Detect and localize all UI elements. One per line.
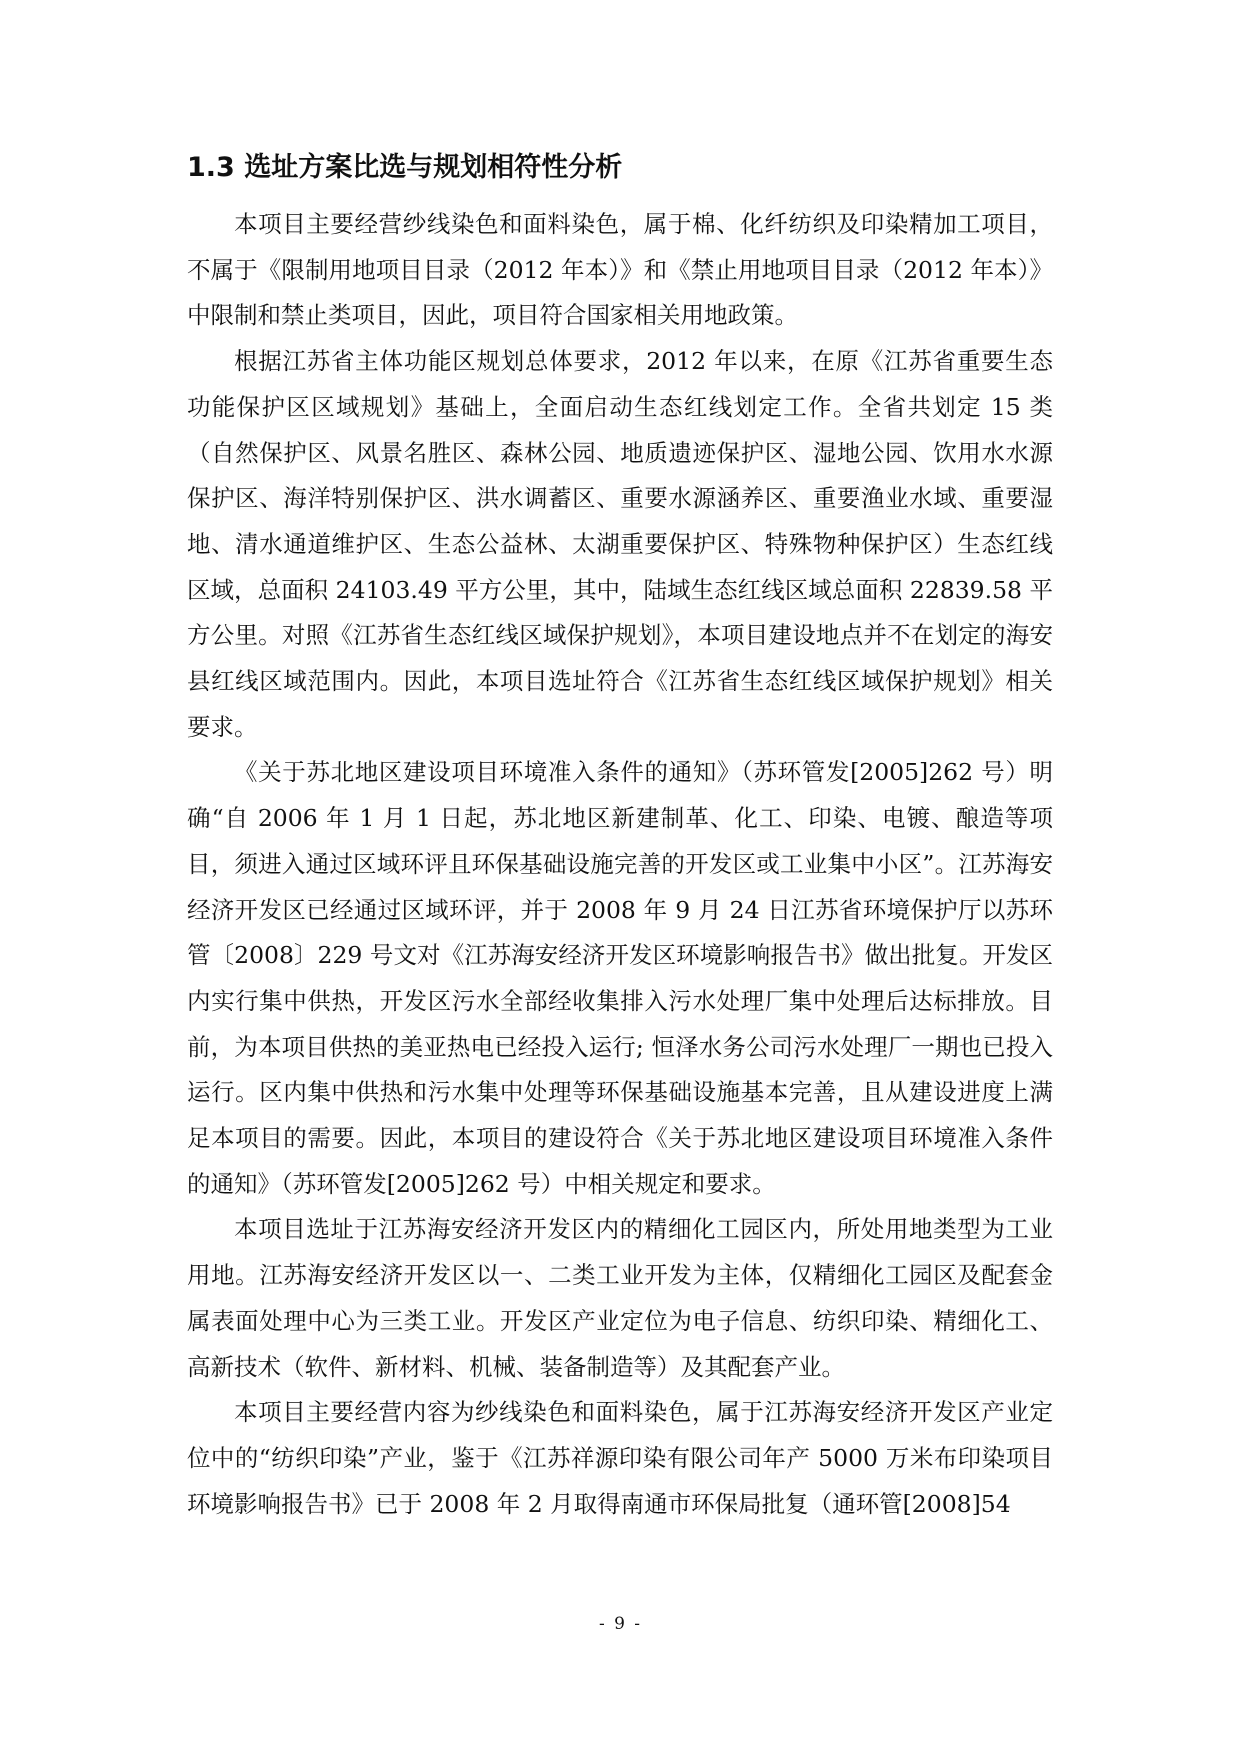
paragraph-site-location: 本项目选址于江苏海安经济开发区内的精细化工园区内，所处用地类型为工业用地。江苏海安经济开发区以一、二类工业开发为主体，仅精细化工园区及配套金属表面处理中心为三类工业。开发区产业定位为电子信息、纺织印染、精细化工、高新技术（软件、新材料、机械、装备制造等）及其配套产业。 bbox=[187, 1215, 1053, 1381]
paragraph-ecological-redline: 根据江苏省主体功能区规划总体要求，2012 年以来，在原《江苏省重要生态功能保护区区域规划》基础上，全面启动生态红线划定工作。全省共划定 15 类（自然保护区、风景名胜区、森林公园、地质遗迹保护区、湿地公园、饮用水水源保护区、海洋特别保护区、洪水调蓄区、重要水源涵养区、重要渔业水域、重要湿地、清水通道维护区、生态公益林、太湖重要保护区、特殊物种保护区）生态红线区域，总面积 24103.49 平方公里，其中，陆域生态红线区域总面积 22839.58 平方公里。对照《江苏省生态红线区域保护规划》，本项目建设地点并不在划定的海安县红线区域范围内。因此，本项目选址符合《江苏省生态红线区域保护规划》相关要求。 bbox=[187, 347, 1053, 741]
section-heading: 1.3 选址方案比选与规划相符性分析 bbox=[187, 152, 623, 183]
paragraph-land-policy: 本项目主要经营纱线染色和面料染色，属于棉、化纤纺织及印染精加工项目，不属于《限制用地项目目录（2012 年本）》和《禁止用地项目目录（2012 年本）》中限制和禁止类项目，因此，项目符合国家相关用地政策。 bbox=[187, 210, 1053, 330]
body-text bbox=[187, 202, 1053, 1527]
paragraph-access-conditions: 《关于苏北地区建设项目环境准入条件的通知》（苏环管发[2005]262 号）明确“自 2006 年 1 月 1 日起，苏北地区新建制革、化工、印染、电镀、酿造等项目，须进入通过区域环评且环保基础设施完善的开发区或工业集中小区”。江苏海安经济开发区已经通过区域环评，并于 2008 年 9 月 24 日江苏省环境保护厅以苏环管〔2008〕229 号文对《江苏海安经济开发区环境影响报告书》做出批复。开发区内实行集中供热，开发区污水全部经收集排入污水处理厂集中处理后达标排放。目前，为本项目供热的美亚热电已经投入运行; 恒泽水务公司污水处理厂一期也已投入运行。区内集中供热和污水集中处理等环保基础设施基本完善，且从建设进度上满足本项目的需要。因此，本项目的建设符合《关于苏北地区建设项目环境准入条件的通知》（苏环管发[2005]262 号）中相关规定和要求。 bbox=[187, 758, 1053, 1198]
paragraph-industry-positioning: 本项目主要经营内容为纱线染色和面料染色，属于江苏海安经济开发区产业定位中的“纺织印染”产业，鉴于《江苏祥源印染有限公司年产 5000 万米布印染项目环境影响报告书》已于 2008 年 2 月取得南通市环保局批复（通环管[2008]54 bbox=[187, 1398, 1053, 1518]
page-number: - 9 - bbox=[598, 1614, 643, 1634]
